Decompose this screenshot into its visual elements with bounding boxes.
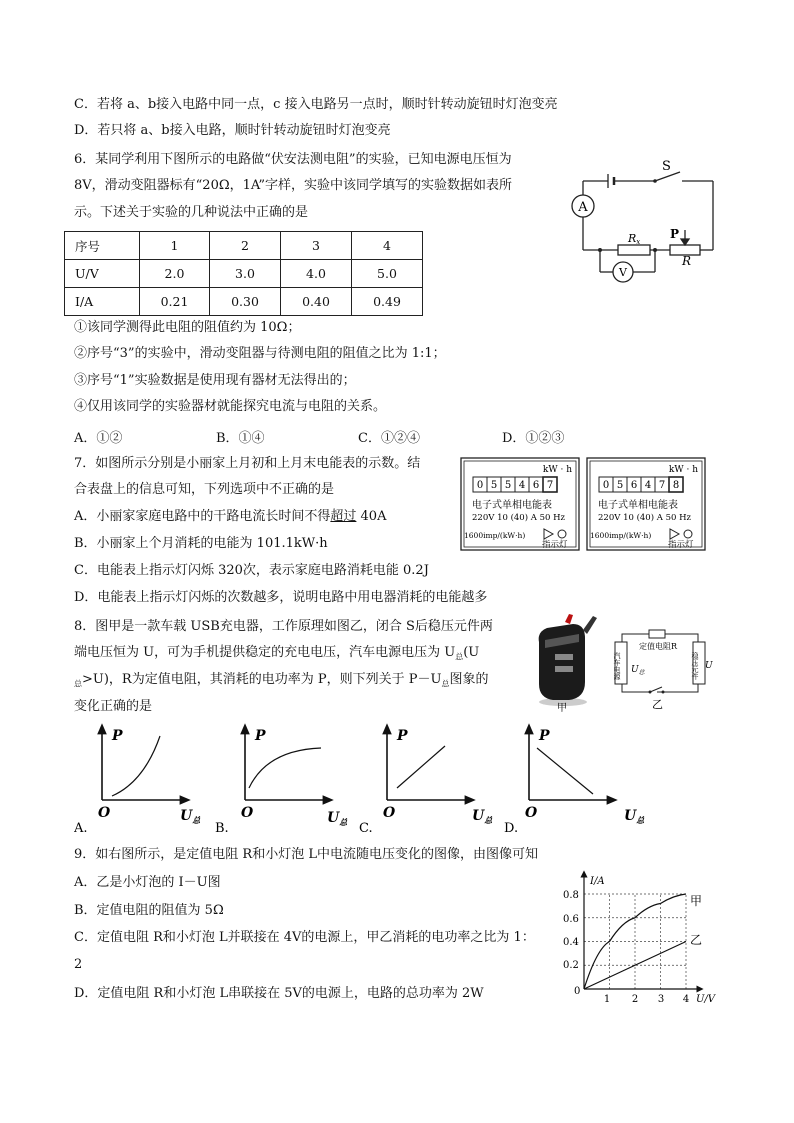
q6-option-b[interactable]: B．①④ [216,431,265,446]
u-axis-label: $U_总$ [472,808,493,825]
table-cell: 4.0 [281,260,352,288]
label-jia: 甲 [557,703,567,712]
meter-spec: 220V 10 (40) A 50 Hz [598,513,691,523]
x-tick-label: 3 [657,994,665,1005]
table-cell: 0.40 [281,288,352,316]
q7-option-b[interactable]: B．小丽家上个月消耗的电能为 101.1kW·h [74,536,328,551]
slider-label: P [670,227,680,241]
y-tick-label: 0.2 [563,960,579,971]
ammeter-label: A [578,200,588,215]
table-cell: 0.30 [210,288,281,316]
table-cell: 0.21 [140,288,210,316]
curve-b [249,748,321,788]
q9-option-a[interactable]: A．乙是小灯泡的 I－U图 [74,875,221,890]
q8-stem-1: 8．图甲是一款车载 USB充电器，工作原理如图乙，闭合 S后稳压元件两 [74,619,493,634]
origin-label: O [241,805,254,821]
meter-start [461,458,579,550]
y-tick-label: 0.6 [563,914,579,925]
meter-digit: 4 [518,480,526,491]
q6-stem-1: 6．某同学利用下图所示的电路做“伏安法测电阻”的实验，已知电源电压恒为 [74,152,512,167]
label-yi: 乙 [652,698,663,711]
q8-stem-2-text: 端电压恒为 U，可为手机提供稳定的充电电压，汽车电源电压为 U [74,645,456,660]
u-axis-label: $U_总$ [180,808,201,825]
car-power-box: 汽车电源 [613,652,621,680]
table-row [65,260,423,288]
meter-digit: 5 [490,480,498,491]
charger-photo [539,614,597,706]
x-axis-label: U/V [696,994,716,1005]
meter-digit: 5 [616,480,624,491]
p-axis-label: P [539,728,550,744]
table-cell: 4 [352,232,423,260]
q8-stem-3-text: >U)，R为定值电阻，其消耗的电功率为 P，则下列关于 P－U [82,672,442,687]
y-tick-label: 0.8 [563,890,579,901]
meter-digit: 7 [546,480,554,491]
x-tick-label: 1 [603,994,611,1005]
fixed-resistor-label: 定值电阻R [638,642,678,651]
junction [653,248,657,252]
q7-option-a[interactable] [74,508,386,526]
junction [598,248,602,252]
p-axis-label: P [397,728,408,744]
option-d-prev: D．若只将 a、b接入电路，顺时针转动旋钮时灯泡变亮 [74,123,391,138]
statement-2: ②序号“3”的实验中，滑动变阻器与待测电阻的阻值之比为 1:1； [74,346,446,361]
meter-imp: 1600imp/(kW·h) [590,531,652,540]
pu-graphs [74,722,674,837]
q7-option-a-underlined: 超过 [330,509,357,524]
table-cell: 5.0 [352,260,423,288]
meter-digit: 8 [672,480,680,491]
meter-digit: 0 [602,480,610,491]
line-d [537,748,593,794]
p-axis-label: P [112,728,123,744]
q9-option-c[interactable]: C．定值电阻 R和小灯泡 L并联接在 4V的电源上，甲乙消耗的电功率之比为 1： [74,930,535,945]
statement-4: ④仅用该同学的实验器材就能探究电流与电阻的关系。 [74,399,387,414]
u-total-label: $U_总$ [631,665,645,676]
u-axis-label: $U_总$ [624,808,645,825]
u-label: U [705,661,713,671]
meter-digit: 6 [630,480,638,491]
meter-lamp: 指示灯 [542,540,568,550]
rx-label: Rx [628,232,641,246]
table-cell: U/V [65,260,140,288]
meter-name: 电子式单相电能表 [598,500,678,511]
graph-option-b[interactable]: B. [215,821,229,836]
meter-imp: 1600imp/(kW·h) [464,531,526,540]
legend-jia: 甲 [690,894,703,908]
meter-name: 电子式单相电能表 [472,500,552,511]
q9-option-b[interactable]: B．定值电阻的阻值为 5Ω [74,903,224,918]
regulator-box: 稳压元件 [691,652,699,680]
meter-unit: kW · h [668,465,698,475]
rheostat-label: R [682,254,692,268]
q6-stem-3: 示。下述关于实验的几种说法中正确的是 [74,205,309,220]
q7-option-c[interactable]: C．电能表上指示灯闪烁 320次，表示家庭电路消耗电能 0.2J [74,563,429,578]
q8-stem-4: 变化正确的是 [74,699,153,714]
curve-a [112,736,160,796]
table-cell: 3 [281,232,352,260]
meter-lamp: 指示灯 [668,540,694,550]
voltmeter-label: V [619,266,627,279]
option-c-prev: C．若将 a、b接入电路中同一点，c 接入电路另一点时，顺时针转动旋钮时灯泡变亮 [74,97,558,112]
table-cell: 2 [210,232,281,260]
origin-label: 0 [574,986,581,997]
table-cell: 序号 [65,232,140,260]
subscript: 总 [441,679,450,689]
q8-stem-3 [74,671,488,694]
switch-label: S [662,159,671,174]
table-cell: 1 [140,232,210,260]
origin-label: O [383,805,396,821]
meter-digit: 5 [504,480,512,491]
table-cell: 2.0 [140,260,210,288]
data-table [64,231,423,316]
q7-stem-2: 合表盘上的信息可知，下列选项中不正确的是 [74,482,335,497]
u-axis-label: $U_总$ [327,810,348,827]
q8-stem-2-tail: (U [463,645,480,660]
subscript: 总 [74,679,82,689]
subscript: 总 [455,652,464,662]
table-cell: 3.0 [210,260,281,288]
statement-1: ①该同学测得此电阻的阻值约为 10Ω； [74,320,301,335]
origin-label: O [98,805,111,821]
table-row [65,288,423,316]
q7-stem-1: 7．如图所示分别是小丽家上月初和上月末电能表的示数。结 [74,456,421,471]
graph-option-d[interactable]: D. [504,821,519,836]
graph-option-c[interactable]: C. [359,821,373,836]
q6-stem-2: 8V，滑动变阻器标有“20Ω，1A”字样，实验中该同学填写的实验数据如表所 [74,178,513,193]
statement-3: ③序号“1”实验数据是使用现有器材无法得出的； [74,373,356,388]
meter-digit: 6 [532,480,540,491]
p-axis-label: P [255,728,266,744]
graph-option-a[interactable]: A. [74,821,88,836]
table-cell: 0.49 [352,288,423,316]
q9-stem: 9．如右图所示，是定值电阻 R和小灯泡 L中电流随电压变化的图像，由图像可知 [74,847,538,862]
q6-option-c[interactable]: C．①②④ [358,431,420,446]
switch-pivot [653,179,657,183]
electricity-meters [460,457,710,552]
meter-spec: 220V 10 (40) A 50 Hz [472,513,565,523]
y-axis-label: I/A [590,876,605,887]
x-tick-label: 4 [682,994,690,1005]
q9-option-d[interactable]: D．定值电阻 R和小灯泡 L串联接在 5V的电源上，电路的总功率为 2W [74,986,484,1001]
table-cell: I/A [65,288,140,316]
x-tick-label: 2 [631,994,639,1005]
meter-digit: 0 [476,480,484,491]
q6-option-a[interactable]: A．①② [74,431,123,446]
iu-chart [560,868,720,1008]
meter-unit: kW · h [542,465,572,475]
table-row [65,232,423,260]
q8-stem-3-tail: 图象的 [449,672,489,687]
usb-charger-figure [525,612,725,712]
y-tick-label: 0.4 [563,937,579,948]
q7-option-a-text: A．小丽家家庭电路中的干路电流长时间不得 [74,509,331,524]
meter-digit: 4 [644,480,652,491]
q7-option-d[interactable]: D．电能表上指示灯闪烁的次数越多，说明电路中用电器消耗的电能越多 [74,590,488,605]
origin-label: O [525,805,538,821]
legend-yi: 乙 [690,933,703,947]
meter-end [587,458,705,550]
voltammetry-circuit [560,150,730,290]
q7-option-a-tail: 40A [356,509,387,524]
q6-option-d[interactable]: D．①②③ [502,431,565,446]
meter-digit: 7 [658,480,666,491]
q8-stem-2 [74,644,479,667]
line-c [397,746,445,788]
q9-option-c-cont: 2 [74,957,83,972]
